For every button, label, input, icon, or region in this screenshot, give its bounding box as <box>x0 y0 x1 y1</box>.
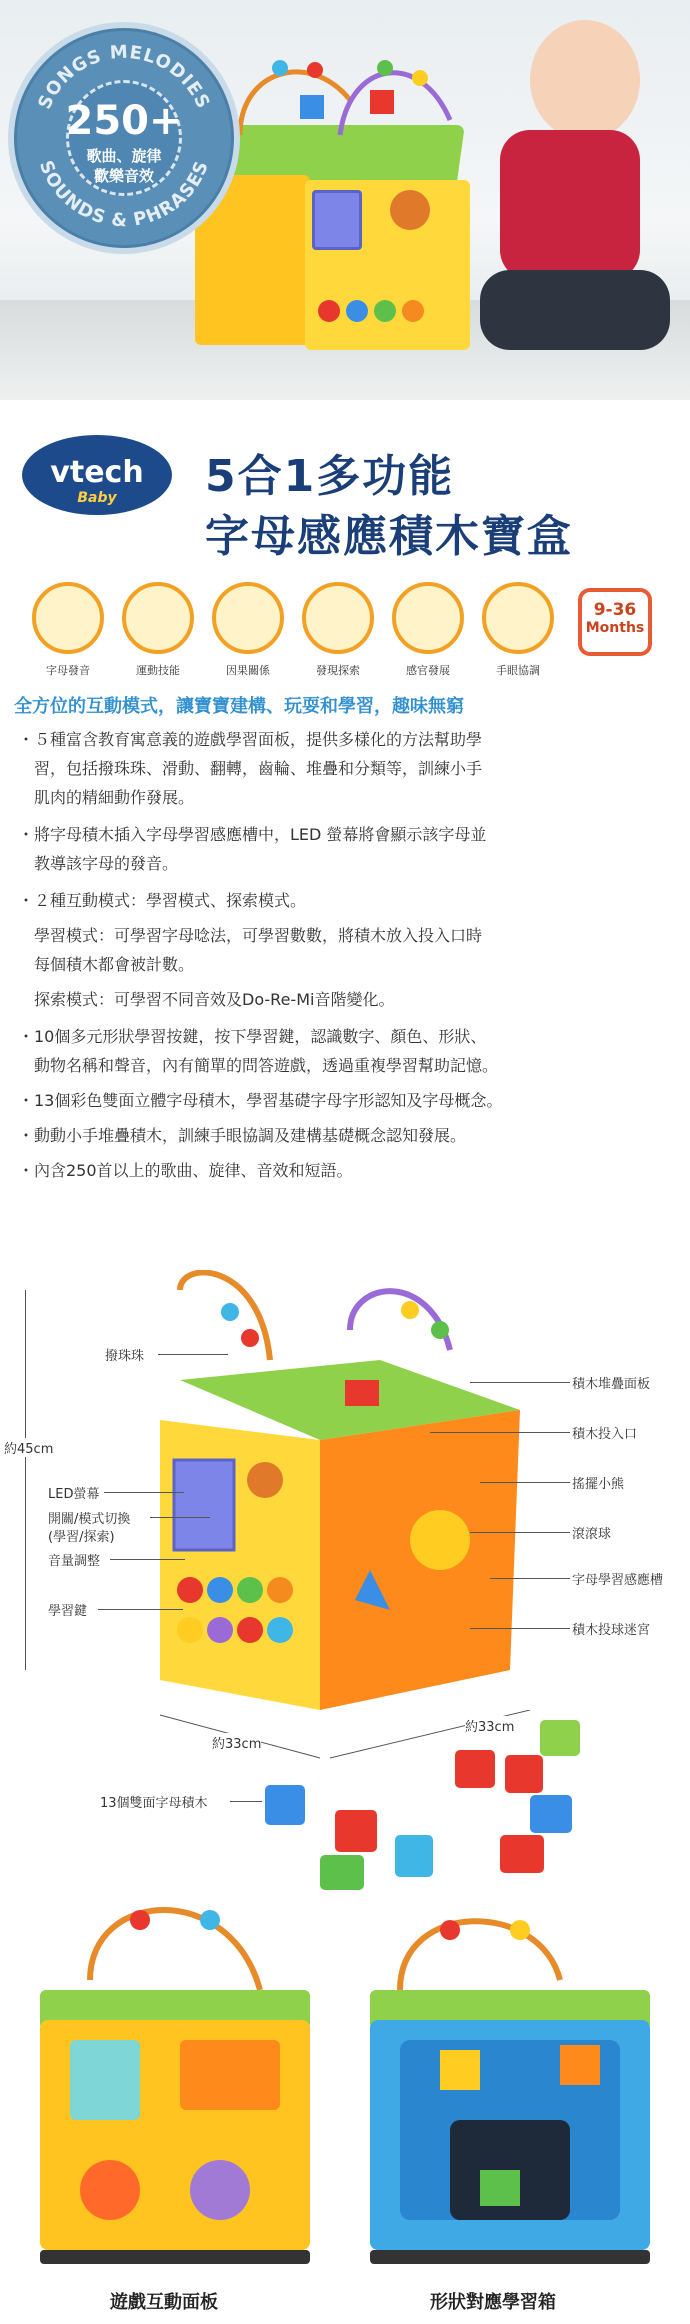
blocks-icon <box>212 582 284 654</box>
hand-icon <box>122 582 194 654</box>
letter-block <box>455 1750 495 1788</box>
label-rocking-bear: 搖擺小熊 <box>572 1477 625 1492</box>
leader-line <box>98 1609 183 1610</box>
feature-list <box>18 725 678 1185</box>
letter-block <box>265 1785 305 1825</box>
letter-block <box>395 1835 433 1877</box>
skill-label: 手眼協調 <box>496 664 540 677</box>
leader-line <box>490 1578 570 1579</box>
badge-subtitle <box>14 146 234 186</box>
badge-number: 250+ <box>65 98 183 144</box>
skill-label: 因果關係 <box>226 664 270 677</box>
label-bead-maze: 撥珠珠 <box>105 1349 145 1364</box>
song-count-badge <box>8 22 240 254</box>
leader-line <box>158 1354 228 1355</box>
badge-line: 歌曲、旋律 <box>86 147 162 165</box>
leader-line <box>470 1532 570 1533</box>
leader-line <box>470 1628 570 1629</box>
feature-line: ・10個多元形狀學習按鍵，按下學習鍵，認識數字、顏色、形狀、 <box>18 1027 487 1046</box>
feature-line: 教導該字母的發音。 <box>34 854 179 873</box>
headline: 全方位的互動模式，讓寶寶建構、玩耍和學習，趣味無窮 <box>14 696 464 717</box>
dimension-diagram <box>0 1270 690 1890</box>
play-panel-photo <box>30 1890 320 2270</box>
label-letter-blocks: 13個雙面字母積木 <box>100 1796 208 1811</box>
age-range: 9-36 <box>593 600 637 620</box>
baby-pants <box>480 270 670 350</box>
shape-sorter-photo <box>360 1890 660 2270</box>
product-title-line1: 5合1多功能 <box>205 451 455 502</box>
feature-line: ・５種富含教育寓意義的遊戲學習面板，提供多樣化的方法幫助學 <box>18 730 483 749</box>
leader-line <box>230 1801 262 1802</box>
label-mode-switch-sub: (學習/探索) <box>48 1530 115 1545</box>
letter-block <box>540 1720 580 1756</box>
leader-line <box>470 1382 570 1383</box>
width-label-front: 約33cm <box>212 1733 261 1752</box>
feature-line: 探索模式：可學習不同音效及Do-Re-Mi音階變化。 <box>34 990 395 1009</box>
letter-block <box>530 1795 572 1833</box>
hero-key <box>346 300 368 322</box>
width-label-side: 約33cm <box>465 1716 514 1735</box>
caption-shape-sorter: 形狀對應學習箱 <box>430 2292 556 2313</box>
logo-text: vtech <box>50 455 144 490</box>
skill-label: 感官發展 <box>406 664 450 677</box>
age-badge <box>578 588 652 656</box>
leader-line <box>480 1482 570 1483</box>
feature-line: ・２種互動模式：學習模式、探索模式。 <box>18 891 307 910</box>
skill-label: 字母發音 <box>46 664 90 677</box>
label-rolling-ball: 滾滾球 <box>572 1527 612 1542</box>
height-line <box>25 1290 26 1670</box>
feature-line: ・動動小手堆疊積木，訓練手眼協調及建構基礎概念認知發展。 <box>18 1126 467 1145</box>
feature-line: 習，包括撥珠珠、滑動、翻轉，齒輪、堆疊和分類等，訓練小手 <box>34 759 483 778</box>
discover-icon <box>302 582 374 654</box>
label-learning-keys: 學習鍵 <box>48 1604 88 1619</box>
on-button-icon <box>482 582 554 654</box>
skill-label: 發現探索 <box>316 664 360 677</box>
label-volume: 音量調整 <box>48 1554 101 1569</box>
hero-bear <box>390 190 430 230</box>
leader-line <box>430 1432 570 1433</box>
skill-label: 運動技能 <box>136 664 180 677</box>
hero-photo <box>0 0 690 400</box>
hero-key <box>318 300 340 322</box>
feature-line: ・將字母積木插入字母學習感應槽中，LED 螢幕將會顯示該字母並 <box>18 825 487 844</box>
age-unit: Months <box>585 620 645 636</box>
diagram-toy <box>140 1270 540 1730</box>
speech-icon <box>32 582 104 654</box>
letter-block <box>505 1755 543 1793</box>
hero-led-screen <box>312 190 362 250</box>
caption-play-panel: 遊戲互動面板 <box>110 2292 218 2313</box>
letter-block <box>335 1810 377 1852</box>
svg-text:SONGS MELODIES: SONGS MELODIES <box>34 41 214 113</box>
feature-line: 每個積木都會被計數。 <box>34 955 195 974</box>
baby-shirt <box>500 130 640 280</box>
hero-key <box>402 300 424 322</box>
leader-line <box>104 1492 184 1493</box>
letter-block <box>320 1855 364 1890</box>
feature-line: 肌肉的精細動作發展。 <box>34 788 195 807</box>
leader-line <box>110 1559 185 1560</box>
height-label: 約45cm <box>4 1438 53 1457</box>
letter-block <box>500 1835 544 1873</box>
label-stacking-panel: 積木堆疊面板 <box>572 1377 651 1392</box>
baby-head <box>530 20 640 140</box>
label-ball-maze: 積木投球迷宮 <box>572 1623 651 1638</box>
product-title-line2: 字母感應積木寶盒 <box>205 511 573 562</box>
leader-line <box>150 1517 210 1518</box>
label-block-slot: 積木投入口 <box>572 1427 638 1442</box>
feature-line: 學習模式：可學習字母唸法，可學習數數，將積木放入投入口時 <box>34 926 483 945</box>
svg-text:SOUNDS & PHRASES: SOUNDS & PHRASES <box>34 157 214 232</box>
label-led-screen: LED螢幕 <box>48 1487 100 1502</box>
feature-line: ・內含250首以上的歌曲、旋律、音效和短語。 <box>18 1161 353 1180</box>
label-letter-sensor: 字母學習感應槽 <box>572 1573 664 1588</box>
logo-sub: Baby <box>77 490 117 506</box>
feature-line: 動物名稱和聲音，內有簡單的問答遊戲，透過重複學習幫助記憶。 <box>34 1056 499 1075</box>
badge-line: 歡樂音效 <box>93 167 154 185</box>
senses-icon <box>392 582 464 654</box>
label-mode-switch: 開關/模式切換 <box>48 1512 131 1527</box>
feature-line: ・13個彩色雙面立體字母積木，學習基礎字母字形認知及字母概念。 <box>18 1091 503 1110</box>
hero-bead-maze <box>220 40 480 140</box>
hero-key <box>374 300 396 322</box>
